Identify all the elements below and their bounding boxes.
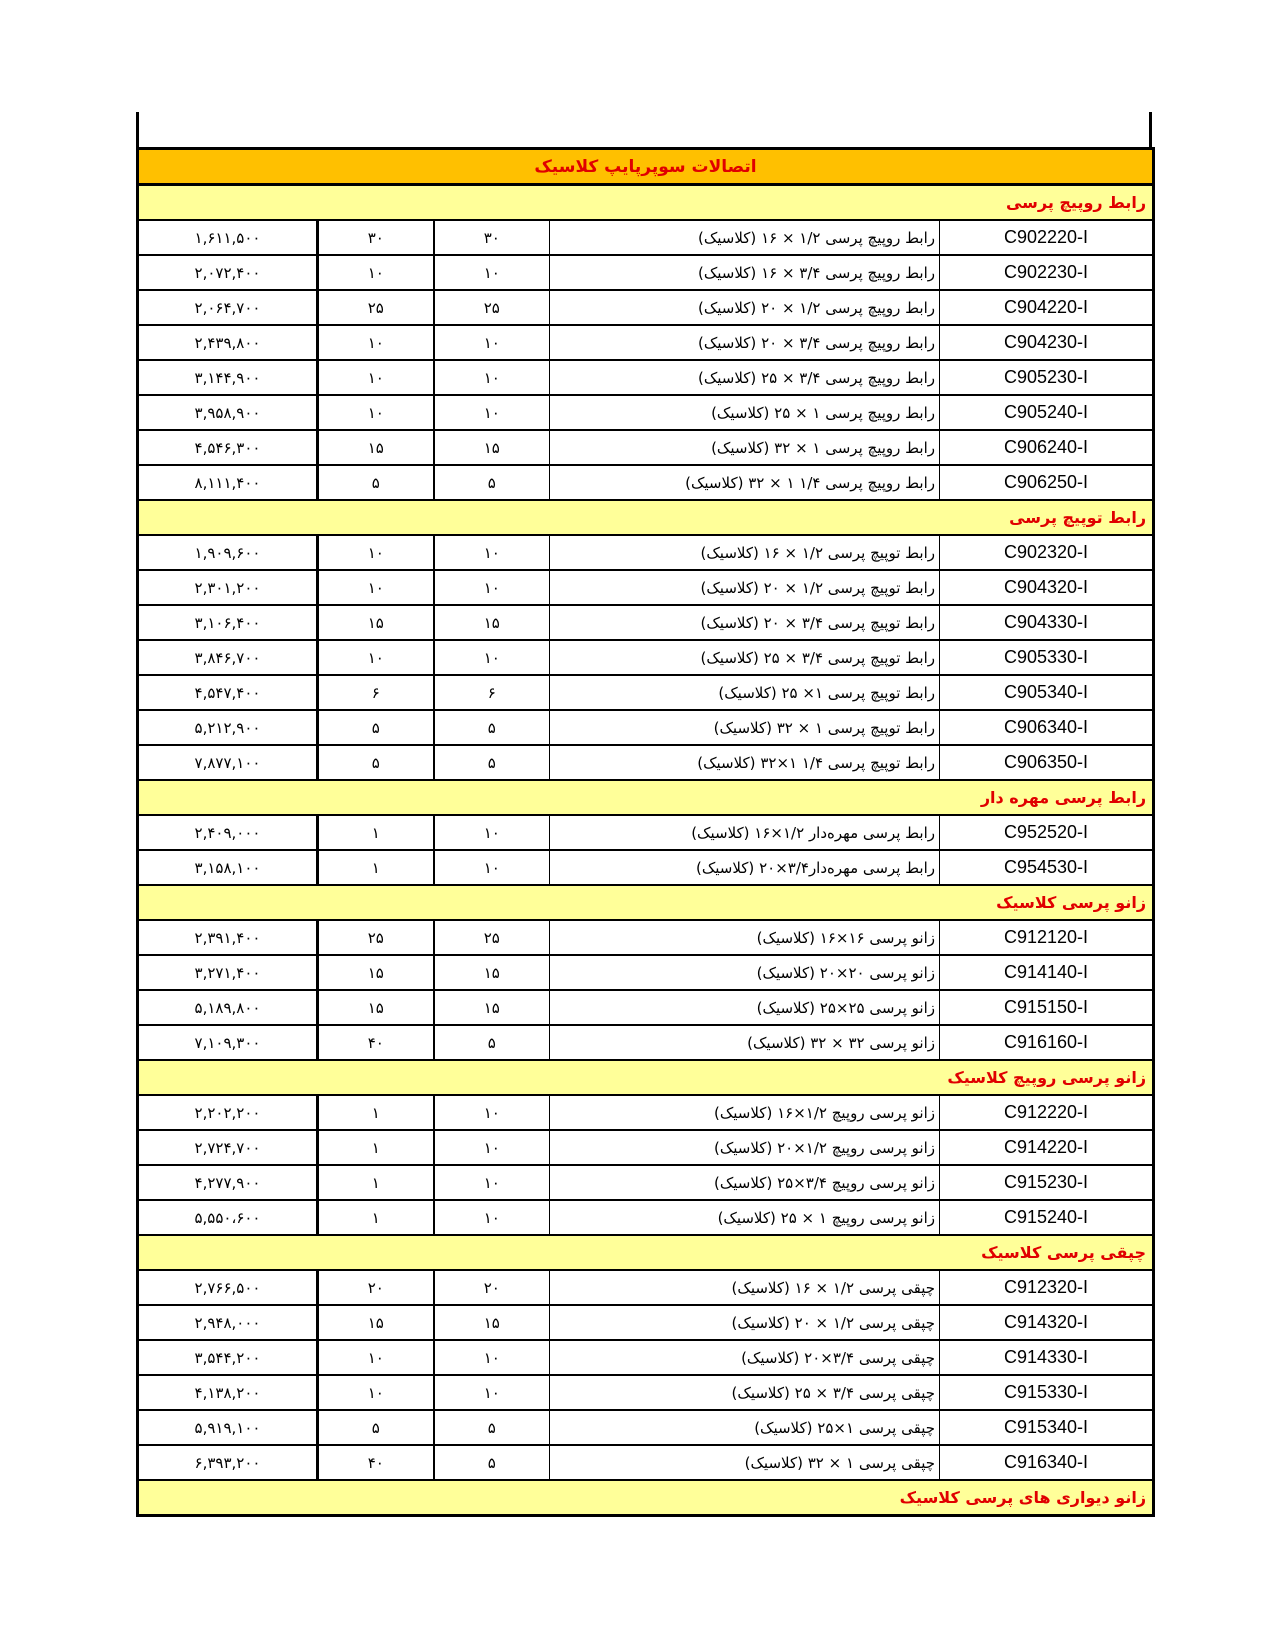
- quantity-cell: ۱: [318, 1165, 434, 1200]
- price-cell: ۲,۴۰۹,۰۰۰: [138, 815, 318, 850]
- package-quantity-cell: ۱۰: [434, 1340, 550, 1375]
- price-cell: ۲,۰۶۴,۷۰۰: [138, 290, 318, 325]
- price-cell: ۴,۲۷۷,۹۰۰: [138, 1165, 318, 1200]
- table-row: [138, 1305, 1154, 1340]
- table-row: [138, 220, 1154, 255]
- product-code-cell: C912120-I: [940, 920, 1154, 955]
- section-title: زانو پرسی کلاسیک: [138, 885, 1154, 920]
- quantity-cell: ۱۰: [318, 535, 434, 570]
- package-quantity-cell: ۵: [434, 465, 550, 500]
- description-cell: چپقی پرسی ۱ × ۳۲ (کلاسیک): [550, 1445, 940, 1480]
- price-cell: ۲,۷۲۴,۷۰۰: [138, 1130, 318, 1165]
- price-cell: ۳,۲۷۱,۴۰۰: [138, 955, 318, 990]
- quantity-cell: ۱۰: [318, 570, 434, 605]
- quantity-cell: ۱۵: [318, 955, 434, 990]
- section-header-row: [138, 1060, 1154, 1095]
- table-row: [138, 535, 1154, 570]
- price-list-sheet: [136, 112, 1152, 1517]
- table-row: [138, 990, 1154, 1025]
- description-cell: رابط پرسی مهره‌دار ۱/۲×۱۶ (کلاسیک): [550, 815, 940, 850]
- quantity-cell: ۱: [318, 1130, 434, 1165]
- sheet-top-margin: [136, 112, 1152, 147]
- section-title: چپقی پرسی کلاسیک: [138, 1235, 1154, 1270]
- package-quantity-cell: ۱۵: [434, 430, 550, 465]
- quantity-cell: ۳۰: [318, 220, 434, 255]
- description-cell: رابط توپیچ پرسی ۳/۴ × ۲۰ (کلاسیک): [550, 605, 940, 640]
- price-cell: ۵,۹۱۹,۱۰۰: [138, 1410, 318, 1445]
- description-cell: رابط روپیچ پرسی ۳/۴ × ۲۰ (کلاسیک): [550, 325, 940, 360]
- quantity-cell: ۲۵: [318, 290, 434, 325]
- package-quantity-cell: ۱۰: [434, 1375, 550, 1410]
- description-cell: رابط روپیچ پرسی ۱ × ۲۵ (کلاسیک): [550, 395, 940, 430]
- package-quantity-cell: ۱۰: [434, 850, 550, 885]
- description-cell: چپقی پرسی ۱×۲۵ (کلاسیک): [550, 1410, 940, 1445]
- description-cell: رابط روپیچ پرسی ۳/۴ × ۱۶ (کلاسیک): [550, 255, 940, 290]
- quantity-cell: ۱۰: [318, 1340, 434, 1375]
- section-header-row: [138, 1235, 1154, 1270]
- title-row: [138, 149, 1154, 185]
- package-quantity-cell: ۱۰: [434, 1200, 550, 1235]
- price-cell: ۲,۹۴۸,۰۰۰: [138, 1305, 318, 1340]
- table-row: [138, 570, 1154, 605]
- product-code-cell: C905340-I: [940, 675, 1154, 710]
- price-cell: ۲,۳۰۱,۲۰۰: [138, 570, 318, 605]
- price-cell: ۳,۱۰۶,۴۰۰: [138, 605, 318, 640]
- table-row: [138, 815, 1154, 850]
- table-row: [138, 920, 1154, 955]
- table-row: [138, 255, 1154, 290]
- description-cell: زانو پرسی روپیچ ۱ × ۲۵ (کلاسیک): [550, 1200, 940, 1235]
- package-quantity-cell: ۵: [434, 1025, 550, 1060]
- description-cell: رابط توپیچ پرسی ۱/۲ × ۱۶ (کلاسیک): [550, 535, 940, 570]
- description-cell: زانو پرسی ۱۶×۱۶ (کلاسیک): [550, 920, 940, 955]
- package-quantity-cell: ۱۰: [434, 395, 550, 430]
- product-code-cell: C914140-I: [940, 955, 1154, 990]
- package-quantity-cell: ۱۰: [434, 1130, 550, 1165]
- quantity-cell: ۴۰: [318, 1025, 434, 1060]
- price-cell: ۲,۲۰۲,۲۰۰: [138, 1095, 318, 1130]
- product-code-cell: C912220-I: [940, 1095, 1154, 1130]
- table-row: [138, 430, 1154, 465]
- package-quantity-cell: ۱۵: [434, 990, 550, 1025]
- product-code-cell: C906340-I: [940, 710, 1154, 745]
- table-row: [138, 1375, 1154, 1410]
- quantity-cell: ۱۰: [318, 255, 434, 290]
- description-cell: رابط توپیچ پرسی ۱/۴ ۱×۳۲ (کلاسیک): [550, 745, 940, 780]
- price-cell: ۱,۹۰۹,۶۰۰: [138, 535, 318, 570]
- table-row: [138, 1445, 1154, 1480]
- quantity-cell: ۱: [318, 1095, 434, 1130]
- package-quantity-cell: ۲۰: [434, 1270, 550, 1305]
- quantity-cell: ۱۰: [318, 325, 434, 360]
- product-code-cell: C902220-I: [940, 220, 1154, 255]
- package-quantity-cell: ۱۵: [434, 605, 550, 640]
- description-cell: رابط توپیچ پرسی ۱/۲ × ۲۰ (کلاسیک): [550, 570, 940, 605]
- product-code-cell: C915240-I: [940, 1200, 1154, 1235]
- package-quantity-cell: ۱۵: [434, 955, 550, 990]
- product-code-cell: C905240-I: [940, 395, 1154, 430]
- description-cell: رابط روپیچ پرسی ۱/۲ × ۱۶ (کلاسیک): [550, 220, 940, 255]
- package-quantity-cell: ۱۵: [434, 1305, 550, 1340]
- price-cell: ۳,۵۴۴,۲۰۰: [138, 1340, 318, 1375]
- package-quantity-cell: ۱۰: [434, 535, 550, 570]
- package-quantity-cell: ۲۵: [434, 290, 550, 325]
- price-cell: ۶,۳۹۳,۲۰۰: [138, 1445, 318, 1480]
- table-row: [138, 1200, 1154, 1235]
- product-code-cell: C952520-I: [940, 815, 1154, 850]
- package-quantity-cell: ۵: [434, 745, 550, 780]
- description-cell: زانو پرسی ۳۲ × ۳۲ (کلاسیک): [550, 1025, 940, 1060]
- price-cell: ۴,۱۳۸,۲۰۰: [138, 1375, 318, 1410]
- product-code-cell: C904330-I: [940, 605, 1154, 640]
- section-header-row: [138, 185, 1154, 221]
- table-row: [138, 850, 1154, 885]
- product-code-cell: C902320-I: [940, 535, 1154, 570]
- package-quantity-cell: ۱۰: [434, 1165, 550, 1200]
- product-code-cell: C915150-I: [940, 990, 1154, 1025]
- section-title: زانو پرسی روپیچ کلاسیک: [138, 1060, 1154, 1095]
- package-quantity-cell: ۵: [434, 1410, 550, 1445]
- package-quantity-cell: ۱۰: [434, 325, 550, 360]
- package-quantity-cell: ۳۰: [434, 220, 550, 255]
- product-code-cell: C902230-I: [940, 255, 1154, 290]
- section-title: رابط توپیچ پرسی: [138, 500, 1154, 535]
- section-title: رابط پرسی مهره دار: [138, 780, 1154, 815]
- quantity-cell: ۵: [318, 710, 434, 745]
- description-cell: چپقی پرسی ۳/۴ × ۲۵ (کلاسیک): [550, 1375, 940, 1410]
- product-code-cell: C916340-I: [940, 1445, 1154, 1480]
- section-header-row: [138, 780, 1154, 815]
- quantity-cell: ۱: [318, 850, 434, 885]
- section-header-row: [138, 1480, 1154, 1516]
- table-row: [138, 1410, 1154, 1445]
- description-cell: زانو پرسی ۲۵×۲۵ (کلاسیک): [550, 990, 940, 1025]
- price-cell: ۳,۱۴۴,۹۰۰: [138, 360, 318, 395]
- quantity-cell: ۵: [318, 745, 434, 780]
- product-code-cell: C914220-I: [940, 1130, 1154, 1165]
- table-row: [138, 955, 1154, 990]
- page-title: اتصالات سوپرپایپ کلاسیک: [138, 149, 1154, 185]
- quantity-cell: ۱۵: [318, 605, 434, 640]
- price-cell: ۲,۴۳۹,۸۰۰: [138, 325, 318, 360]
- quantity-cell: ۱: [318, 815, 434, 850]
- package-quantity-cell: ۱۰: [434, 255, 550, 290]
- quantity-cell: ۱۰: [318, 360, 434, 395]
- table-row: [138, 1130, 1154, 1165]
- section-header-row: [138, 500, 1154, 535]
- section-title: رابط روپیچ پرسی: [138, 185, 1154, 221]
- package-quantity-cell: ۱۰: [434, 815, 550, 850]
- price-table: [136, 147, 1155, 1517]
- description-cell: چپقی پرسی ۱/۲ × ۲۰ (کلاسیک): [550, 1305, 940, 1340]
- price-cell: ۲,۳۹۱,۴۰۰: [138, 920, 318, 955]
- quantity-cell: ۱۵: [318, 1305, 434, 1340]
- table-row: [138, 290, 1154, 325]
- price-table-body: [138, 149, 1154, 1516]
- product-code-cell: C906250-I: [940, 465, 1154, 500]
- description-cell: چپقی پرسی ۳/۴×۲۰ (کلاسیک): [550, 1340, 940, 1375]
- table-row: [138, 1340, 1154, 1375]
- price-cell: ۳,۹۵۸,۹۰۰: [138, 395, 318, 430]
- quantity-cell: ۵: [318, 1410, 434, 1445]
- quantity-cell: ۱۵: [318, 990, 434, 1025]
- description-cell: زانو پرسی روپیچ ۱/۲×۲۰ (کلاسیک): [550, 1130, 940, 1165]
- quantity-cell: ۵: [318, 465, 434, 500]
- description-cell: زانو پرسی روپیچ ۱/۲×۱۶ (کلاسیک): [550, 1095, 940, 1130]
- package-quantity-cell: ۱۰: [434, 1095, 550, 1130]
- product-code-cell: C904230-I: [940, 325, 1154, 360]
- table-row: [138, 1025, 1154, 1060]
- price-cell: ۸,۱۱۱,۴۰۰: [138, 465, 318, 500]
- price-cell: ۵,۵۵۰،۶۰۰: [138, 1200, 318, 1235]
- product-code-cell: C915330-I: [940, 1375, 1154, 1410]
- product-code-cell: C914320-I: [940, 1305, 1154, 1340]
- quantity-cell: ۶: [318, 675, 434, 710]
- table-row: [138, 360, 1154, 395]
- quantity-cell: ۱: [318, 1200, 434, 1235]
- table-row: [138, 1095, 1154, 1130]
- package-quantity-cell: ۵: [434, 1445, 550, 1480]
- quantity-cell: ۱۰: [318, 1375, 434, 1410]
- description-cell: چپقی پرسی ۱/۲ × ۱۶ (کلاسیک): [550, 1270, 940, 1305]
- table-row: [138, 640, 1154, 675]
- quantity-cell: ۱۵: [318, 430, 434, 465]
- package-quantity-cell: ۵: [434, 710, 550, 745]
- price-cell: ۷,۱۰۹,۳۰۰: [138, 1025, 318, 1060]
- table-row: [138, 675, 1154, 710]
- description-cell: رابط روپیچ پرسی ۱/۴ ۱ × ۳۲ (کلاسیک): [550, 465, 940, 500]
- product-code-cell: C916160-I: [940, 1025, 1154, 1060]
- package-quantity-cell: ۲۵: [434, 920, 550, 955]
- quantity-cell: ۲۰: [318, 1270, 434, 1305]
- quantity-cell: ۴۰: [318, 1445, 434, 1480]
- price-cell: ۵,۱۸۹,۸۰۰: [138, 990, 318, 1025]
- description-cell: رابط روپیچ پرسی ۱/۲ × ۲۰ (کلاسیک): [550, 290, 940, 325]
- table-row: [138, 710, 1154, 745]
- description-cell: رابط توپیچ پرسی ۳/۴ × ۲۵ (کلاسیک): [550, 640, 940, 675]
- product-code-cell: C906350-I: [940, 745, 1154, 780]
- description-cell: رابط پرسی مهره‌دار۳/۴×۲۰ (کلاسیک): [550, 850, 940, 885]
- price-cell: ۳,۱۵۸,۱۰۰: [138, 850, 318, 885]
- product-code-cell: C915230-I: [940, 1165, 1154, 1200]
- product-code-cell: C904320-I: [940, 570, 1154, 605]
- price-cell: ۴,۵۴۷,۴۰۰: [138, 675, 318, 710]
- package-quantity-cell: ۶: [434, 675, 550, 710]
- description-cell: زانو پرسی ۲۰×۲۰ (کلاسیک): [550, 955, 940, 990]
- table-row: [138, 395, 1154, 430]
- product-code-cell: C905330-I: [940, 640, 1154, 675]
- quantity-cell: ۲۵: [318, 920, 434, 955]
- product-code-cell: C914330-I: [940, 1340, 1154, 1375]
- table-row: [138, 325, 1154, 360]
- table-row: [138, 1165, 1154, 1200]
- table-row: [138, 465, 1154, 500]
- description-cell: رابط توپیچ پرسی ۱ × ۳۲ (کلاسیک): [550, 710, 940, 745]
- section-title: زانو دیواری های پرسی کلاسیک: [138, 1480, 1154, 1516]
- product-code-cell: C954530-I: [940, 850, 1154, 885]
- product-code-cell: C904220-I: [940, 290, 1154, 325]
- description-cell: رابط روپیچ پرسی ۳/۴ × ۲۵ (کلاسیک): [550, 360, 940, 395]
- price-cell: ۲,۷۶۶,۵۰۰: [138, 1270, 318, 1305]
- price-cell: ۲,۰۷۲,۴۰۰: [138, 255, 318, 290]
- table-row: [138, 745, 1154, 780]
- product-code-cell: C912320-I: [940, 1270, 1154, 1305]
- table-row: [138, 605, 1154, 640]
- package-quantity-cell: ۱۰: [434, 640, 550, 675]
- quantity-cell: ۱۰: [318, 395, 434, 430]
- section-header-row: [138, 885, 1154, 920]
- quantity-cell: ۱۰: [318, 640, 434, 675]
- price-cell: ۷,۸۷۷,۱۰۰: [138, 745, 318, 780]
- price-cell: ۱,۶۱۱,۵۰۰: [138, 220, 318, 255]
- package-quantity-cell: ۱۰: [434, 360, 550, 395]
- description-cell: رابط روپیچ پرسی ۱ × ۳۲ (کلاسیک): [550, 430, 940, 465]
- price-cell: ۵,۲۱۲,۹۰۰: [138, 710, 318, 745]
- table-row: [138, 1270, 1154, 1305]
- price-cell: ۳,۸۴۶,۷۰۰: [138, 640, 318, 675]
- product-code-cell: C905230-I: [940, 360, 1154, 395]
- description-cell: رابط توپیچ پرسی ۱× ۲۵ (کلاسیک): [550, 675, 940, 710]
- description-cell: زانو پرسی روپیچ ۳/۴×۲۵ (کلاسیک): [550, 1165, 940, 1200]
- package-quantity-cell: ۱۰: [434, 570, 550, 605]
- product-code-cell: C915340-I: [940, 1410, 1154, 1445]
- product-code-cell: C906240-I: [940, 430, 1154, 465]
- price-cell: ۴,۵۴۶,۳۰۰: [138, 430, 318, 465]
